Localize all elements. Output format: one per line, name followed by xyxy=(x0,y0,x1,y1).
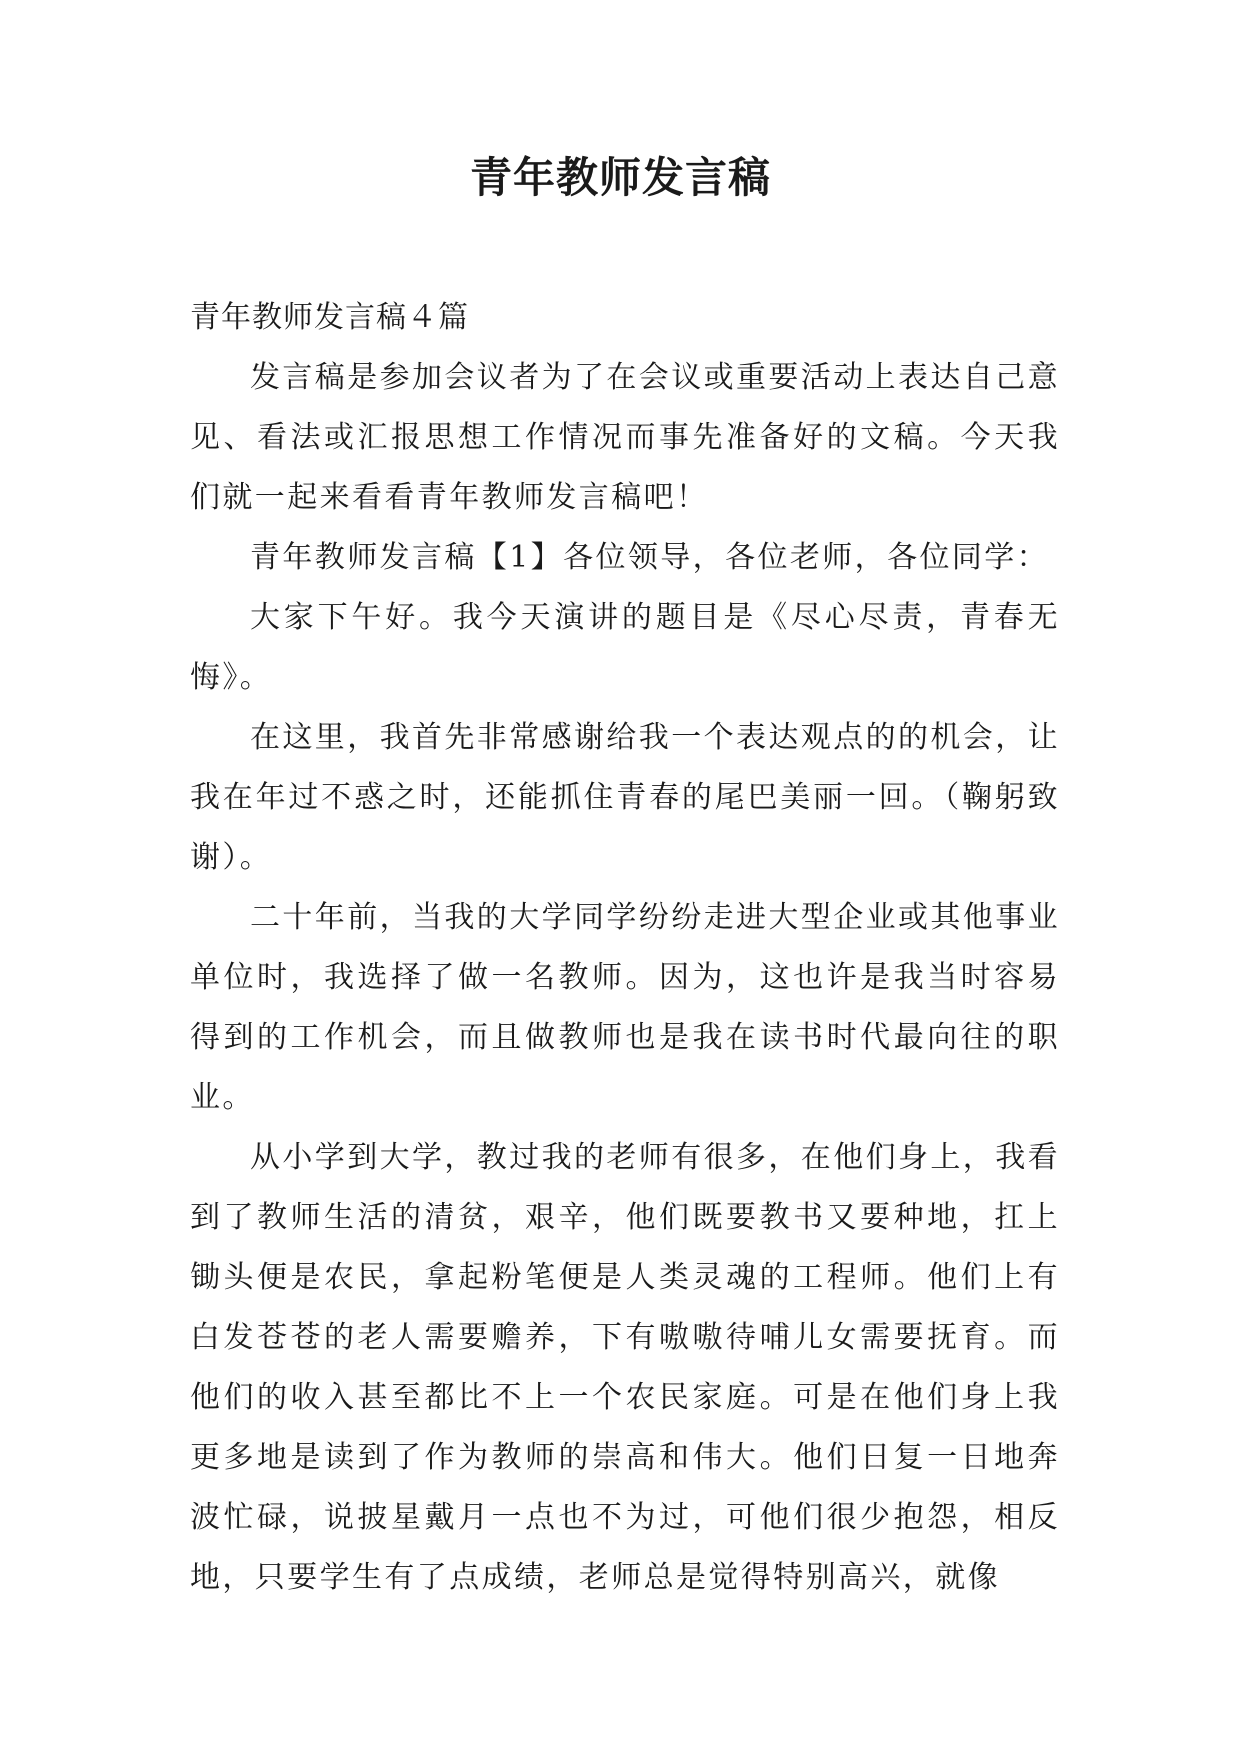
paragraph-thanks: 在这里，我首先非常感谢给我一个表达观点的的机会，让我在年过不惑之时，还能抓住青春的尾巴美丽一回。（鞠躬致谢）。 xyxy=(190,720,1060,875)
paragraph-teachers: 从小学到大学，教过我的老师有很多，在他们身上，我看到了教师生活的清贫，艰辛，他们既要教书又要种地，扛上锄头便是农民，拿起粉笔便是人类灵魂的工程师。他们上有白发苍苍的老人需要赡养，下有嗷嗷待哺儿女需要抚育。而他们的收入甚至都比不上一个农民家庭。可是在他们身上我更多地是读到了作为教师的崇高和伟大。他们日复一日地奔波忙碌，说披星戴月一点也不为过，可他们很少抱怨，相反地，只要学生有了点成绩，老师总是觉得特别高兴，就像 xyxy=(190,1140,1060,1595)
paragraph-salutation: 青年教师发言稿【1】各位领导，各位老师，各位同学： xyxy=(250,540,1050,575)
paragraph-twenty-years-ago: 二十年前，当我的大学同学纷纷走进大型企业或其他事业单位时，我选择了做一名教师。因为，这也许是我当时容易得到的工作机会，而且做教师也是我在读书时代最向往的职业。 xyxy=(190,900,1060,1115)
document-body xyxy=(190,288,1060,1608)
document-title: 青年教师发言稿 xyxy=(469,153,771,202)
document-subtitle: 青年教师发言稿４篇 xyxy=(190,300,469,335)
paragraph-greeting: 大家下午好。我今天演讲的题目是《尽心尽责，青春无悔》。 xyxy=(190,600,1060,695)
paragraph-intro: 发言稿是参加会议者为了在会议或重要活动上表达自己意见、看法或汇报思想工作情况而事先准备好的文稿。今天我们就一起来看看青年教师发言稿吧！ xyxy=(190,360,1060,515)
